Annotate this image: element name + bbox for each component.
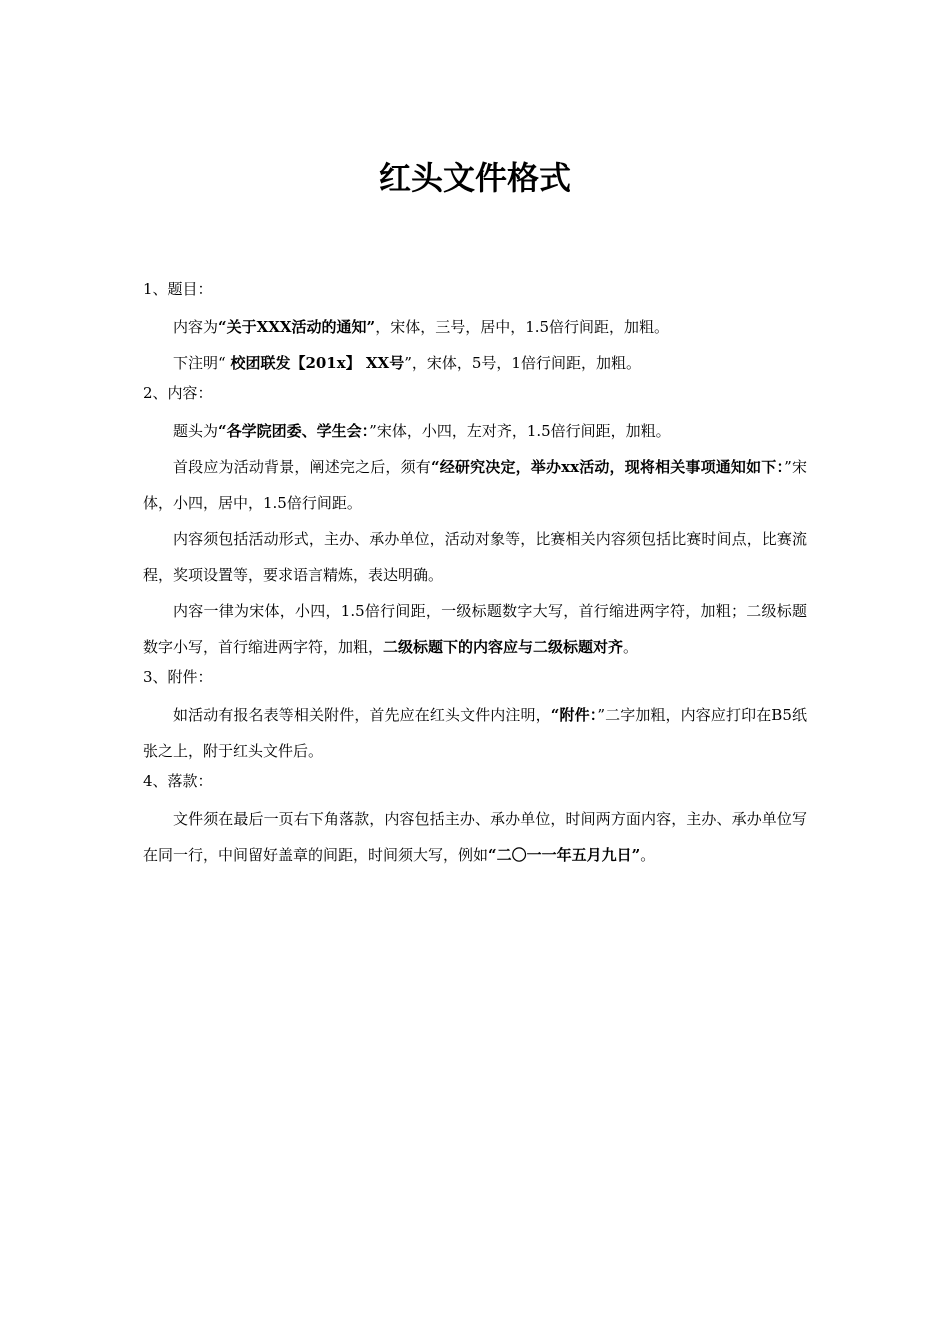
- text-run: 下注明“: [173, 354, 231, 372]
- section: [143, 665, 807, 769]
- text-run: 内容为: [173, 318, 219, 336]
- text-run: 首段应为活动背景，阐述完之后，须有: [173, 458, 431, 476]
- text-run: 。: [623, 638, 639, 656]
- bold-text-run: “关于XXX活动的通知”: [218, 318, 376, 336]
- document-body: [143, 277, 807, 873]
- paragraph: [143, 593, 807, 665]
- section-heading: 1、题目：: [143, 280, 213, 298]
- paragraph: [143, 697, 807, 769]
- section-heading: 4、落款：: [143, 772, 213, 790]
- text-run: 内容须包括活动形式，主办、承办单位，活动对象等，比赛相关内容须包括比赛时间点，比赛流程，奖项设置等，要求语言精炼，表达明确。: [143, 530, 807, 584]
- text-run: ”宋体，小四，居中，1.5倍行间距。: [143, 458, 807, 512]
- text-run: ”，宋体，5号，1倍行间距，加粗。: [404, 354, 641, 372]
- section-heading: 2、内容：: [143, 384, 213, 402]
- bold-text-run: “经研究决定，举办xx活动，现将相关事项通知如下：: [430, 458, 785, 476]
- section-heading: 3、附件：: [143, 668, 213, 686]
- bold-text-run: “各学院团委、学生会：: [218, 422, 370, 440]
- text-run: ”宋体，小四，左对齐，1.5倍行间距，加粗。: [369, 422, 671, 440]
- text-run: 。: [640, 846, 656, 864]
- bold-text-run: “附件：: [550, 706, 598, 724]
- text-run: 题头为: [173, 422, 219, 440]
- section: [143, 769, 807, 873]
- text-run: 内容一律为宋体，小四，1.5倍行间距，一级标题数字大写，首行缩进两字符，加粗；二级标题数字小写，首行缩进两字符，加粗，: [143, 602, 807, 656]
- document-title: 红头文件格式: [378, 159, 571, 197]
- bold-text-run: 校团联发【201x】 XX号: [230, 354, 405, 372]
- text-run: 文件须在最后一页右下角落款，内容包括主办、承办单位，时间两方面内容，主办、承办单位写在同一行，中间留好盖章的间距，时间须大写，例如: [143, 810, 807, 864]
- paragraph: [143, 449, 807, 521]
- section: [143, 277, 807, 381]
- text-run: ，宋体，三号，居中，1.5倍行间距，加粗。: [375, 318, 670, 336]
- paragraph: [143, 413, 807, 449]
- text-run: 如活动有报名表等相关附件，首先应在红头文件内注明，: [173, 706, 551, 724]
- section: [143, 381, 807, 665]
- paragraph: [143, 345, 807, 381]
- paragraph: [143, 801, 807, 873]
- bold-text-run: 二级标题下的内容应与二级标题对齐: [383, 638, 624, 656]
- text-run: ”二字加粗，内容应打印在B5纸张之上，附于红头文件后。: [143, 706, 807, 760]
- bold-text-run: “二〇一一年五月九日”: [488, 846, 641, 864]
- paragraph: [143, 521, 807, 593]
- paragraph: [143, 309, 807, 345]
